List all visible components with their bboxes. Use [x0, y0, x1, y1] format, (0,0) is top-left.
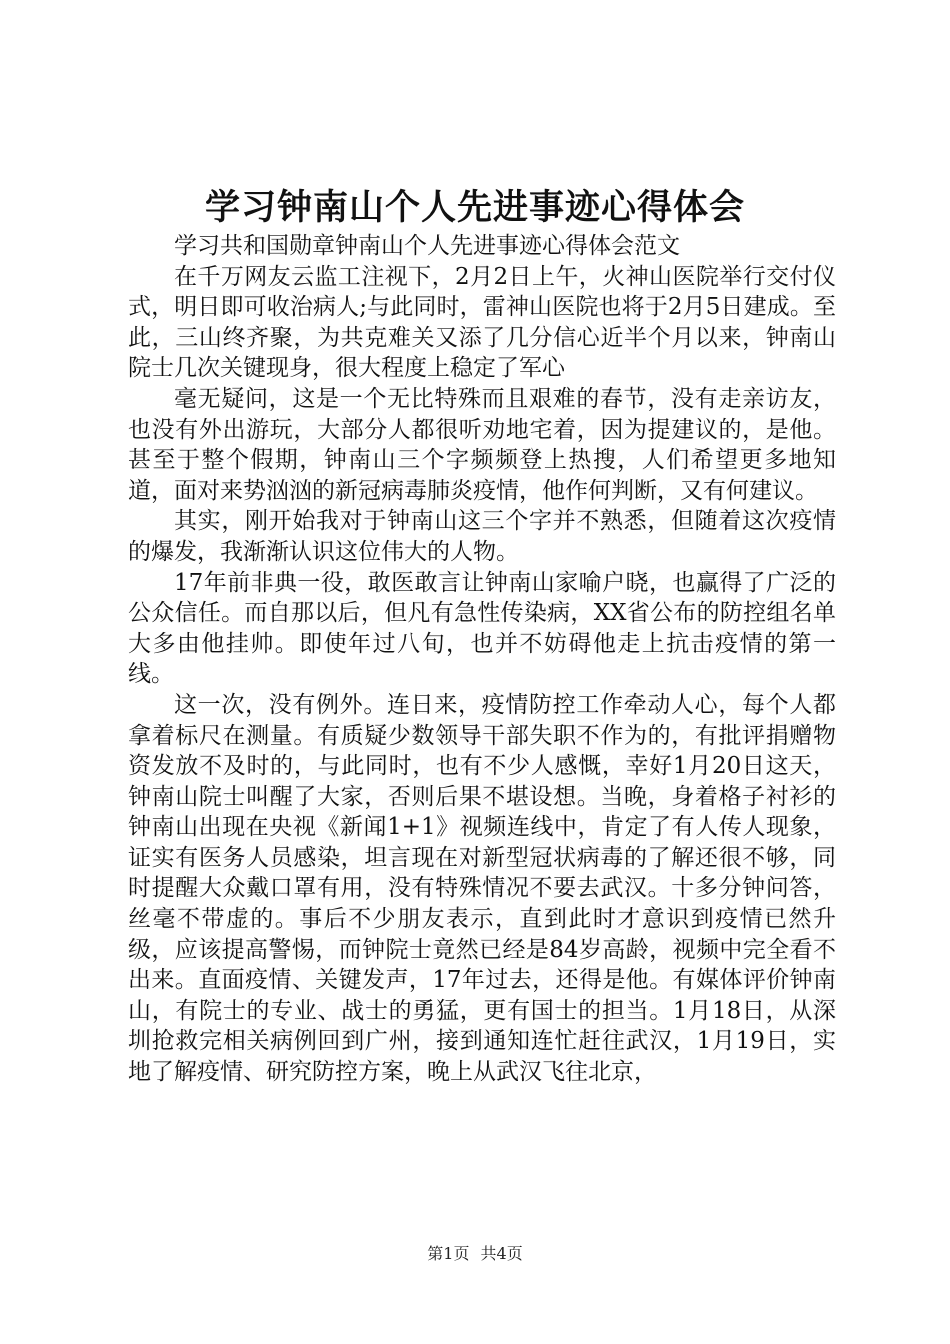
page-number: 第1页 — [427, 1244, 470, 1263]
paragraph-subtitle: 学习共和国勋章钟南山个人先进事迹心得体会范文 — [174, 233, 680, 259]
page-footer — [0, 1244, 950, 1264]
page-total: 共4页 — [480, 1244, 523, 1263]
paragraph: 这一次，没有例外。连日来，疫情防控工作牵动人心，每个人都拿着标尺在测量。有质疑少数领导干部失职不作为的，有批评捐赠物资发放不及时的，与此同时，也有不少人感慨，幸好1月20日这天，钟南山院士叫醒了大家，否则后果不堪设想。当晚，身着格子衬衫的钟南山出现在央视《新闻1+1》视频连线中，肯定了有人传人现象，证实有医务人员感染，坦言现在对新型冠状病毒的了解还很不够，同时提醒大众戴口罩有用，没有特殊情况不要去武汉。十多分钟问答，丝毫不带虚的。事后不少朋友表示，直到此时才意识到疫情已然升级，应该提高警惕，而钟院士竟然已经是84岁高龄，视频中完全看不出来。直面疫情、关键发声，17年过去，还得是他。有媒体评价钟南山，有院士的专业、战士的勇猛，更有国士的担当。1月18日，从深圳抢救完相关病例回到广州，接到通知连忙赶往武汉，1月19日，实地了解疫情、研究防控方案，晚上从武汉飞往北京， — [128, 691, 836, 1086]
document-body — [128, 231, 836, 1088]
paragraph: 17年前非典一役，敢医敢言让钟南山家喻户晓，也赢得了广泛的公众信任。而自那以后，但凡有急性传染病，XX省公布的防控组名单大多由他挂帅。即使年过八旬，也并不妨碍他走上抗击疫情的第一线。 — [128, 569, 836, 688]
paragraph: 其实，刚开始我对于钟南山这三个字并不熟悉，但随着这次疫情的爆发，我渐渐认识这位伟大的人物。 — [128, 508, 836, 565]
document-title: 学习钟南山个人先进事迹心得体会 — [204, 187, 745, 228]
paragraph: 毫无疑问，这是一个无比特殊而且艰难的春节，没有走亲访友，也没有外出游玩，大部分人都很听劝地宅着，因为提建议的，是他。甚至于整个假期，钟南山三个字频频登上热搜，人们希望更多地知道，面对来势汹汹的新冠病毒肺炎疫情，他作何判断，又有何建议。 — [128, 385, 836, 504]
paragraph: 在千万网友云监工注视下，2月2日上午，火神山医院举行交付仪式，明日即可收治病人;与此同时，雷神山医院也将于2月5日建成。至此，三山终齐聚，为共克难关又添了几分信心近半个月以来，钟南山院士几次关键现身，很大程度上稳定了军心 — [128, 263, 836, 382]
